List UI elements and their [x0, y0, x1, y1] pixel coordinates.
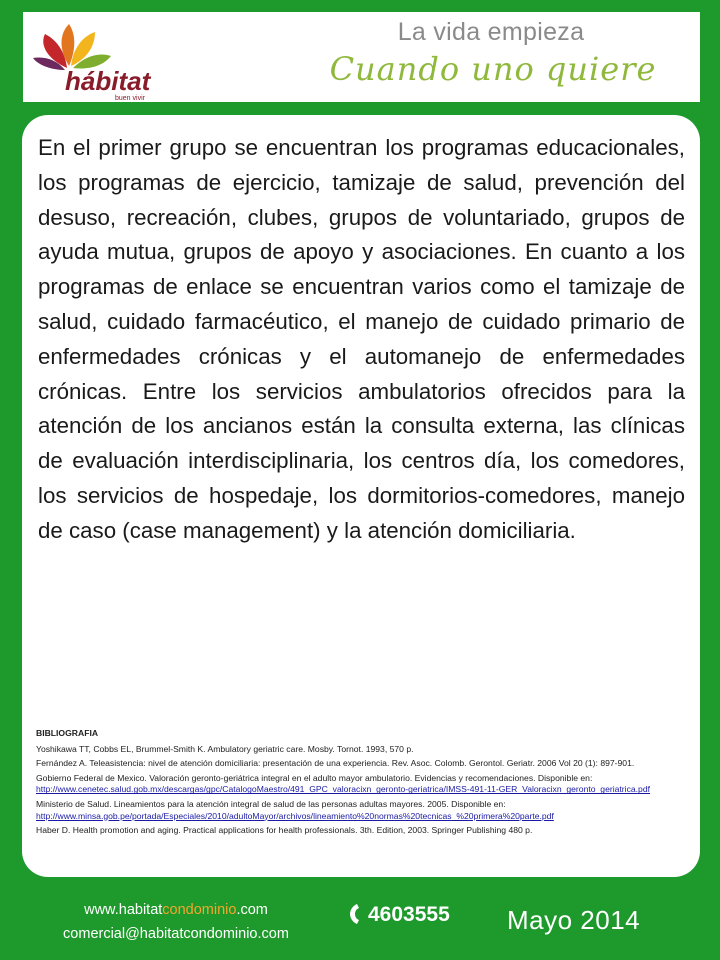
bib-ref [36, 825, 686, 837]
brand-sub: buen vivir [115, 95, 145, 102]
bib-ref [36, 744, 686, 756]
phone-icon [348, 903, 362, 925]
content-card [22, 115, 700, 877]
issue-date: Mayo 2014 [507, 905, 641, 935]
bib-ref-link[interactable]: http://www.cenetec.salud.gob.mx/descargas/gpc/CatalogoMaestro/491_GPC_valoracixn_geronto-geriatrica/IMSS-491-11-GER_Valoracixn_geronto_geriatrica.pdf [36, 784, 650, 795]
bib-ref [36, 773, 686, 796]
bib-ref-text: Yoshikawa TT, Cobbs EL, Brummel-Smith K. Ambulatory geriatric care. Mosby. Tornot. 1993, 570 p. [36, 743, 414, 754]
phone-value: 4603555 [368, 903, 450, 926]
bib-ref-link[interactable]: http://www.minsa.gob.pe/portada/Especiales/2010/adultoMayor/archivos/lineamiento%20normas%20tecnicas_%20primera%20parte.pdf [36, 810, 554, 821]
bib-ref [36, 799, 686, 822]
habitat-logo [29, 20, 169, 102]
email-link[interactable]: comercial@habitatcondominio.com [63, 926, 289, 942]
tagline-top: La vida empieza [397, 18, 585, 46]
tagline-script: Cuando uno quiere [329, 50, 657, 88]
bib-ref-text: Haber D. Health promotion and aging. Practical applications for health professionals. 3th. Edition, 2003. Springer Publishing 480 p. [36, 825, 533, 836]
phone-number [348, 903, 450, 927]
footer-contact [40, 898, 312, 946]
header [23, 12, 700, 102]
bib-ref-text: Ministerio de Salud. Lineamientos para la atención integral de salud de las personas adultas mayores. 2005. Disponible en: [36, 798, 506, 809]
bibliography [36, 728, 686, 840]
brand-text: hábitat [65, 66, 151, 96]
main-paragraph: En el primer grupo se encuentran los programas educacionales, los programas de ejercicio, tamizaje de salud, prevención del desuso, recreación, clubes, grupos de voluntariado, grupos de ayuda mutua, grupos de apoyo y asociaciones. En cuanto a los programas de enlace se encuentran varios como el tamizaje de salud, cuidado farmacéutico, el manejo de cuidado primario de enfermedades crónicas y el automanejo de enfermedades crónicas. Entre los servicios ambulatorios ofrecidos para la atención de los ancianos están la consulta externa, las clínicas de evaluación interdisciplinaria, los centros día, los comedores, los servicios de hospedaje, los dormitorios-comedores, manejo de caso (case management) y la atención domiciliaria. [38, 135, 685, 543]
website-accent: condominio [162, 902, 237, 918]
bib-ref-text: Gobierno Federal de Mexico. Valoración geronto-geriátrica integral en el adulto mayor ambulatorio. Evidencias y recomendaciones. Disponible en: [36, 772, 593, 783]
website-link[interactable]: www.habitatcondominio.com [84, 902, 268, 918]
bib-ref [36, 758, 686, 770]
bib-ref-text: Fernández A. Teleasistencia: nivel de atención domiciliaria: presentación de una experiencia. Rev. Asoc. Colomb. Gerontol. Geriatr. 2006 Vol 20 (1): 897-901. [36, 758, 635, 769]
bibliography-title: BIBLIOGRAFIA [36, 728, 99, 738]
